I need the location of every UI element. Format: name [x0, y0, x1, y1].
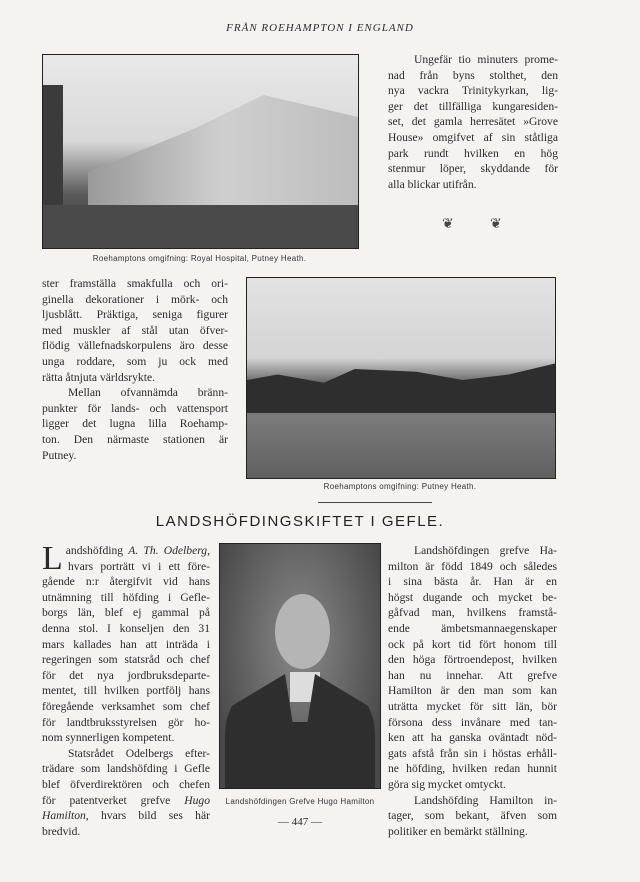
text-line: hvars porträtt vi i ett före-: [68, 559, 210, 573]
photo1-caption: Roehamptons omgifning: Royal Hospital, Putney Heath.: [92, 254, 307, 263]
text-line: bredvid.: [42, 824, 81, 838]
section-heading: LANDSHÖFDINGSKIFTET I GEFLE.: [155, 513, 445, 530]
left-column-text: [42, 540, 210, 839]
ornament-icon: ❦: [442, 217, 454, 232]
text-line: ock på kort tid fört honom till: [388, 637, 557, 651]
text-line: politiker en bemärkt ställning.: [388, 824, 528, 838]
text-line: nad från byns stolthet, den: [388, 68, 558, 82]
text-line: göra sig mycket omtyckt.: [388, 777, 506, 791]
text-line: gåfvad man, hvilkens framstå-: [388, 606, 557, 620]
text-line: flödig vällefnadskorpulens äro desse: [42, 339, 228, 353]
running-head: FRÅN ROEHAMPTON I ENGLAND: [226, 22, 414, 34]
text-line: [42, 543, 210, 559]
photo-royal-hospital: [42, 54, 359, 249]
text-line: ligger det lugna lilla Roehamp-: [42, 417, 228, 431]
text-line: park rundt hvilken en hög: [388, 146, 558, 160]
text-line: nya vackra Trinitykyrkan, lig-: [388, 84, 558, 98]
text-line: ljusblått. Präktiga, seniga figurer: [42, 308, 228, 322]
text-span: för patentverket grefve: [42, 793, 171, 807]
text-line: ster framställa smakfulla och ori-: [42, 277, 228, 290]
mid-left-text: [42, 276, 228, 463]
text-line: ne höfding, hvilken redan hunnit: [388, 762, 557, 776]
text-line: den höga förtroendepost, hvilken: [388, 653, 557, 667]
text-line: för det nya jordbruksdeparte-: [42, 668, 210, 682]
head-shape: [275, 594, 330, 669]
text-line: Landshöfding Hamilton in-: [414, 793, 557, 807]
text-line: för landtbruksstyrelsen gör ho-: [42, 715, 210, 729]
text-line: stenmur löper, skyddande för: [388, 162, 558, 176]
text-line: mentet, till hvilken portfölj hans: [42, 684, 210, 698]
text-line: ger det tillfälliga kungaresiden-: [388, 99, 558, 113]
person-name: Hamilton,: [42, 809, 89, 823]
treeline-shape: [247, 358, 555, 413]
text-line: [42, 793, 210, 809]
text-span: andshöfding: [65, 544, 124, 557]
photo2-caption: Roehamptons omgifning: Putney Heath.: [323, 482, 477, 491]
text-line: nom synnerligen kompetent.: [42, 731, 175, 745]
top-right-text: [388, 52, 558, 192]
text-line: Landshöfdingen grefve Ha-: [414, 544, 557, 557]
text-line: blef öfverdirektören och chefen: [42, 777, 210, 791]
text-line: ton. Den närmaste stationen är: [42, 432, 228, 446]
text-line: unga roddare, som ju ock med: [42, 354, 228, 368]
text-line: set, det gamla herresätet »Grove: [388, 115, 558, 129]
text-line: ken att ha ganska oväntadt nöd-: [388, 731, 557, 745]
text-line: uträtta mycket för sitt län, bör: [388, 699, 557, 713]
text-span: hvars bild ses här: [101, 809, 210, 823]
text-line: trädare som landshöfding i Gefle: [42, 762, 210, 776]
lawn-shape: [43, 205, 358, 248]
text-line: Ungefär tio minuters prome-: [414, 53, 558, 66]
text-line: Putney.: [42, 448, 77, 462]
drop-cap: L: [42, 540, 63, 577]
section-divider: [318, 502, 432, 503]
text-line: Hamilton är den man som kan: [388, 684, 557, 698]
text-line: Statsrådet Odelbergs efter-: [68, 746, 210, 760]
portrait-caption: Landshöfdingen Grefve Hugo Hamilton: [225, 797, 375, 806]
text-line: han nu innehar. Att grefve: [388, 668, 557, 682]
text-line: gats afstå från sin i höstas erhåll-: [388, 746, 557, 760]
text-line: milton är född 1849 och således: [388, 559, 557, 573]
text-line: mars kallades han att inträda i: [42, 637, 210, 651]
text-line: i sina bästa år. Han är en: [388, 575, 557, 589]
person-name: A. Th. Odelberg,: [128, 544, 210, 557]
text-line: Mellan ofvannämda bränn-: [68, 386, 228, 400]
text-line: gående n:r återgifvit vid hans: [42, 575, 210, 589]
text-line: försona dess invånare med tan-: [388, 715, 557, 729]
text-line: utnämning till höfding i Gefle-: [42, 590, 210, 604]
photo-putney-heath: [246, 277, 556, 479]
text-line: borgs län, blef ej gammal på: [42, 606, 210, 620]
portrait-hugo-hamilton: [219, 543, 381, 789]
text-line: föregående verksamhet som chef: [42, 699, 210, 713]
text-line: högst dugande och mycket be-: [388, 590, 557, 604]
text-line: med muskler af stål utan öfver-: [42, 323, 228, 337]
text-line: rätta åtnjuta världsrykte.: [42, 370, 155, 384]
text-line: tager, som bekant, äfven som: [388, 809, 557, 823]
building-shape: [88, 95, 358, 205]
text-line: ginella dekorationer i mörk- och: [42, 292, 228, 306]
text-line: denna stol. I konseljen den 31: [42, 621, 210, 635]
text-line: House» omgifvet af sin ståtliga: [388, 130, 558, 144]
text-line: regeringen som statsråd och chef: [42, 653, 210, 667]
person-name: Hugo: [184, 793, 210, 807]
text-line: ende ämbetsmannaegenskaper: [388, 621, 557, 635]
page-number: — 447 —: [278, 816, 322, 828]
ornament-icon: ❦: [490, 217, 502, 232]
text-line: alla blickar utifrån.: [388, 177, 477, 191]
right-column-text: [388, 543, 557, 839]
tree-shape: [43, 85, 63, 205]
text-line: punkter för lands- och vattensport: [42, 401, 228, 415]
